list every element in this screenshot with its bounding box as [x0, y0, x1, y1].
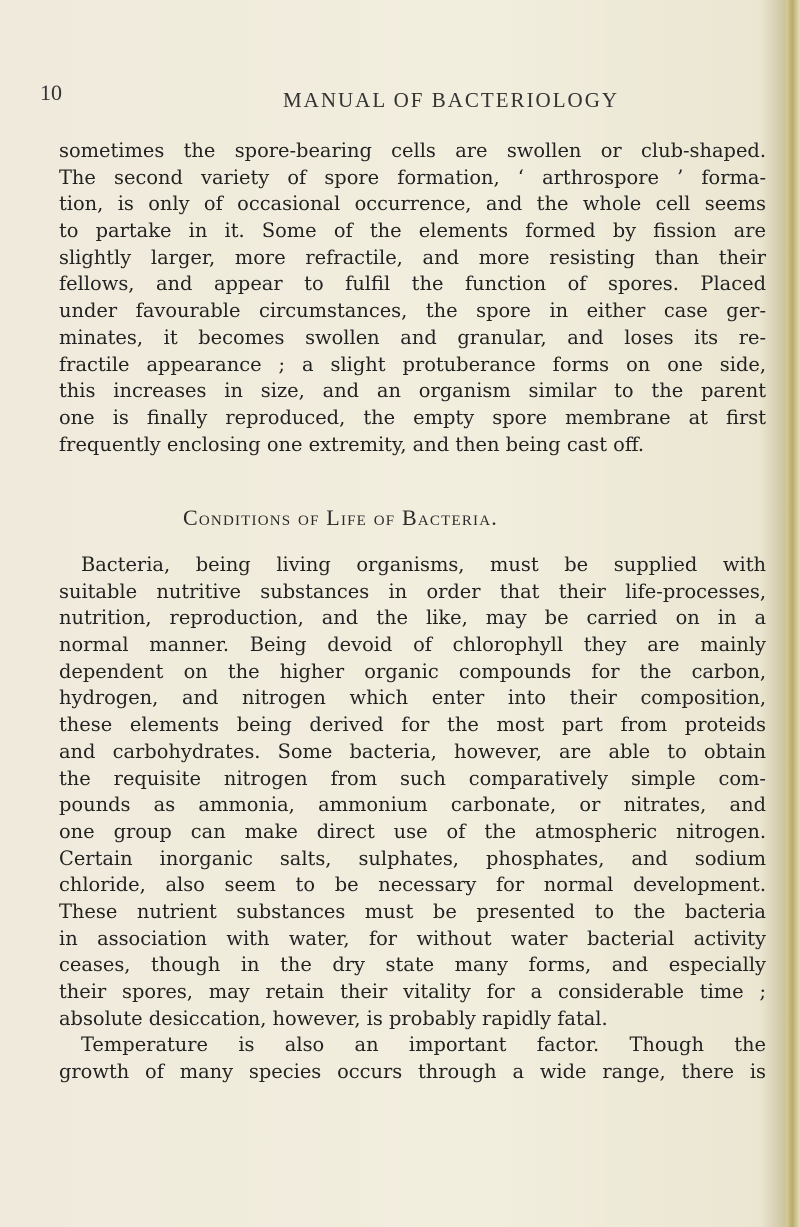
text-line: nutrition, reproduction, and the like, may be carried on in a [59, 606, 766, 630]
text-line: minates, it becomes swollen and granular, and loses its re- [59, 325, 766, 349]
text-line: pounds as ammonia, ammonium carbonate, or nitrates, and [59, 793, 766, 817]
paragraph-spore-formation [59, 138, 766, 458]
text-line: fellows, and appear to fulfil the function of spores. Placed [59, 272, 766, 296]
text-line: the requisite nitrogen from such comparatively simple com- [59, 766, 766, 790]
text-line: their spores, may retain their vitality for a considerable time ; [59, 980, 766, 1003]
text-line: sometimes the spore-bearing cells are swollen or club-shaped. [59, 139, 766, 162]
text-line: dependent on the higher organic compounds for the carbon, [59, 659, 766, 683]
text-line: in association with water, for without water bacterial activity [59, 926, 766, 950]
text-line: one group can make direct use of the atmospheric nitrogen. [59, 819, 766, 843]
text-line: frequently enclosing one extremity, and then being cast off. [59, 432, 645, 456]
text-line: Bacteria, being living organisms, must be supplied with [81, 553, 766, 576]
text-line: The second variety of spore formation, ‘ arthrospore ’ forma- [59, 165, 766, 189]
text-line: slightly larger, more refractile, and more resisting than their [59, 245, 766, 269]
text-line: and carbohydrates. Some bacteria, however, are able to obtain [59, 739, 766, 763]
page-number: 10 [40, 80, 62, 105]
page-edge [786, 0, 800, 1227]
text-line: normal manner. Being devoid of chlorophyll they are mainly [59, 633, 766, 657]
text-line: hydrogen, and nitrogen which enter into their composition, [59, 686, 766, 710]
paragraph-conditions-of-life [59, 552, 766, 1086]
text-line: these elements being derived for the most part from proteids [59, 713, 766, 737]
text-line: to partake in it. Some of the elements formed by fission are [59, 219, 766, 243]
text-line: fractile appearance ; a slight protuberance forms on one side, [59, 352, 766, 376]
text-line: growth of many species occurs through a wide range, there is [59, 1060, 766, 1084]
text-line: ceases, though in the dry state many forms, and especially [59, 953, 766, 977]
text-line: one is finally reproduced, the empty spore membrane at first [59, 405, 766, 429]
text-line: suitable nutritive substances in order that their life-processes, [59, 579, 766, 603]
text-line: this increases in size, and an organism similar to the parent [59, 379, 766, 403]
text-line: chloride, also seem to be necessary for normal development. [59, 873, 766, 897]
text-line: Temperature is also an important factor. Though the [81, 1033, 766, 1057]
running-title: MANUAL OF BACTERIOLOGY [283, 88, 620, 112]
text-line: under favourable circumstances, the spore in either case ger- [59, 299, 766, 323]
section-heading: Conditions of Life of Bacteria. [183, 505, 498, 530]
text-line: Certain inorganic salts, sulphates, phosphates, and sodium [59, 846, 766, 870]
text-line: These nutrient substances must be presented to the bacteria [59, 899, 766, 923]
text-line: tion, is only of occasional occurrence, and the whole cell seems [59, 192, 766, 216]
text-line: absolute desiccation, however, is probably rapidly fatal. [59, 1006, 608, 1030]
